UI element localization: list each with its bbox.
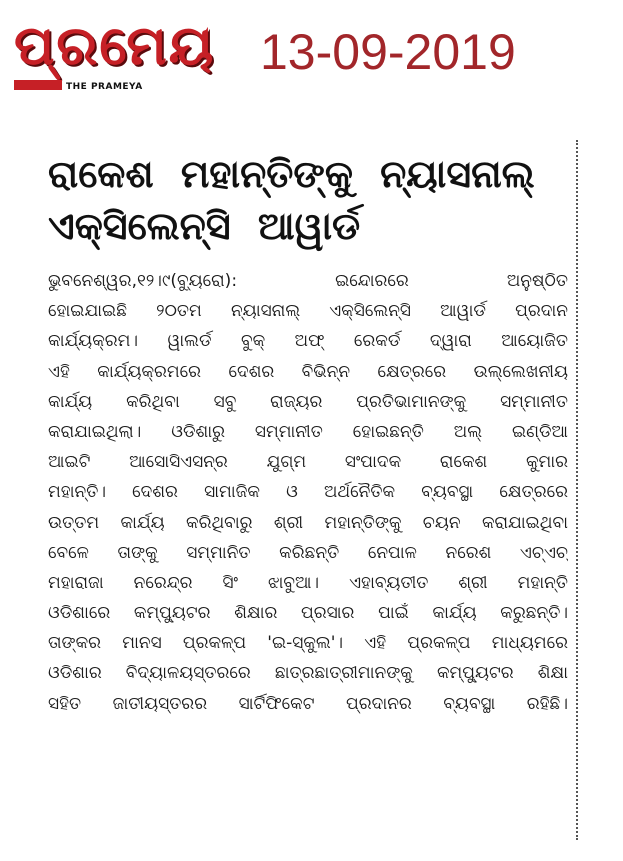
- body-line: ହୋଇଯାଇଛି ୨୦ତମ ନ୍ୟାସନାଲ୍ ଏକ୍ସିଲେନ୍ସି ଆୱାର୍ଡ ପ୍ରଦାନ: [48, 301, 568, 322]
- body-line: ମହାରାଜା ନରେନ୍ଦ୍ର ସିଂ ଝାବୁଆ। ଏହାବ୍ୟତୀତ ଶ୍ରୀ ମହାନ୍ତି: [48, 572, 568, 593]
- logo-wordmark: ପ୍ରମେୟ: [14, 14, 216, 77]
- article: [48, 148, 568, 848]
- body-line: କରାଯାଇଥିଲା। ଓଡିଶାରୁ ସମ୍ମାନୀତ ହୋଇଛନ୍ତି ଅଲ୍ ଇଣ୍ଡିଆ: [48, 421, 568, 442]
- body-line: ଓଡିଶାର ବିଦ୍ୟାଳୟସ୍ତରରେ ଛାତ୍ରଛାତ୍ରୀମାନଙ୍କୁ କମ୍ପ୍ୟୁଟର ଶିକ୍ଷା: [48, 663, 568, 684]
- body-line: ବେଳେ ତାଙ୍କୁ ସମ୍ମାନିତ କରିଛନ୍ତି ନେପାଳ ନରେଶ ଏଚ୍‌ଏଚ୍: [48, 542, 568, 563]
- body-line: ସହିତ ଜାତୀୟସ୍ତରର ସାର୍ଟିଫିକେଟ ପ୍ରଦାନର ବ୍ୟବସ୍ଥା ରହିଛି।: [48, 693, 568, 714]
- body-line: ଓଡିଶାରେ କମ୍ପ୍ୟୁଟର ଶିକ୍ଷାର ପ୍ରସାର ପାଇଁ କାର୍ଯ୍ୟ କରୁଛନ୍ତି।: [48, 603, 568, 624]
- body-line: ଏହି କାର୍ଯ୍ୟକ୍ରମରେ ଦେଶର ବିଭିନ୍ନ କ୍ଷେତ୍ରରେ ଉଲ୍ଲେଖନୀୟ: [48, 361, 568, 382]
- logo-accent-bar: [14, 80, 62, 90]
- newspaper-logo: [14, 14, 232, 94]
- body-line: ମହାନ୍ତି। ଦେଶର ସାମାଜିକ ଓ ଅର୍ଥନୈତିକ ବ୍ୟବସ୍ଥା କ୍ଷେତ୍ରରେ: [48, 482, 568, 503]
- headline-line: ଏକ୍ସିଲେନ୍ସି ଆୱାର୍ଡ: [48, 204, 361, 248]
- publication-date: 13-09-2019: [260, 24, 516, 80]
- column-divider: [576, 140, 578, 840]
- body-line: ଆଇଟି ଆସୋସିଏସନ୍‌ର ଯୁଗ୍ମ ସଂପାଦକ ରାକେଶ କୁମାର: [48, 452, 568, 473]
- masthead: [0, 0, 623, 108]
- body-line: କାର୍ଯ୍ୟ କରିଥିବା ସବୁ ରାଜ୍ୟର ପ୍ରତିଭାମାନଙ୍କୁ ସମ୍ମାନୀତ: [48, 391, 568, 412]
- headline-line: ରାକେଶ ମହାନ୍ତିଙ୍କୁ ନ୍ୟାସନାଲ୍: [48, 152, 535, 196]
- body-line: କାର୍ଯ୍ୟକ୍ରମ। ୱାଲର୍ଡ ବୁକ୍ ଅଫ୍ ରେକର୍ଡ ଦ୍ୱାରା ଆୟୋଜିତ: [48, 331, 568, 352]
- body-line: ତାଙ୍କର ମାନସ ପ୍ରକଳ୍ପ 'ଇ-ସ୍କୁଲ'। ଏହି ପ୍ରକଳ୍ପ ମାଧ୍ୟମରେ: [48, 633, 568, 654]
- body-line: ଭୁବନେଶ୍ୱର,୧୨।୯(ବ୍ୟୁରୋ): ଇନ୍ଦୋରରେ ଅନୁଷ୍ଠିତ: [48, 271, 568, 291]
- article-headline: [48, 148, 568, 252]
- logo-subtitle: THE PRAMEYA: [66, 82, 143, 92]
- body-line: ଉତ୍ତମ କାର୍ଯ୍ୟ କରିଥିବାରୁ ଶ୍ରୀ ମହାନ୍ତିଙ୍କୁ ଚୟନ କରାଯାଇଥିବା: [48, 512, 568, 533]
- article-body: [48, 266, 568, 719]
